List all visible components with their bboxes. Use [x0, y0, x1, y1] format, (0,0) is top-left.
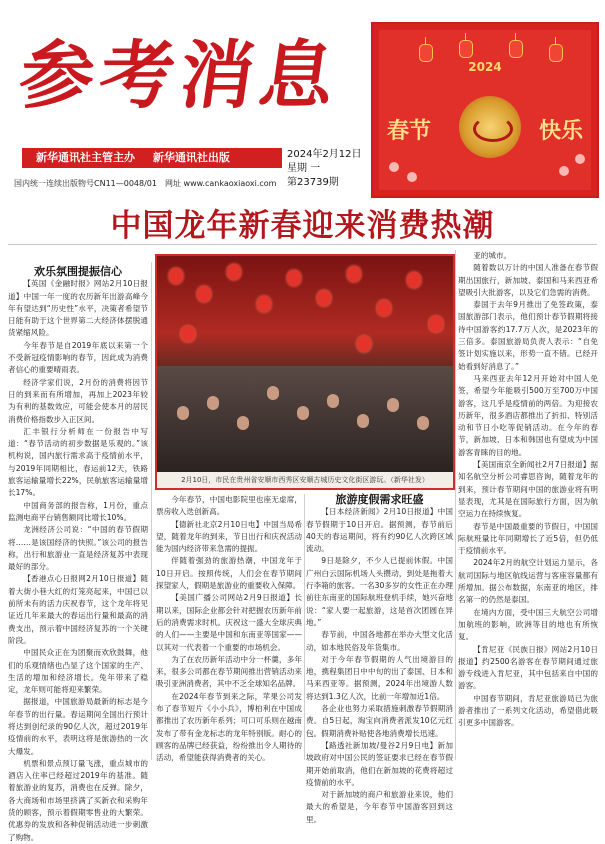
- article-paragraph: 春节前，中国各地都在举办大型文化活动，如本地民俗及年货集市。: [306, 630, 453, 652]
- lantern-icon: [169, 268, 183, 284]
- issue-weekday: 星期 一: [287, 163, 321, 174]
- lantern-icon: [407, 272, 421, 288]
- article-paragraph: 【德新社北京2月10日电】中国当局希望，随着龙年的到来，节日出行和庆祝活动能为国内经济带来急需的提振。: [156, 519, 302, 554]
- article-paragraph: 经济学家们说，2月份的消费将因节日的到来而有所增加，再加上2023年较为有利的基数效应，可能会使本月的居民消费价格指数步入正区间。: [8, 377, 148, 424]
- article-paragraph: 今年春节是自2019年底以来第一个不受新冠疫情影响的春节，因此成为消费者信心的重要晴雨表。: [8, 340, 148, 375]
- publisher-line-2: 新华通讯社出版: [152, 151, 230, 164]
- article-paragraph: 随着数以万计的中国人准备在春节假期出国旅行，新加坡、泰国和马来西亚希望吸引大批游客，以及它们急需的消费。: [458, 263, 598, 297]
- article-paragraph: 机票和景点预订量飞涨，重点城市的酒店入住率已经超过2019年的基准。随着旅游业的复苏，消费也在反弹。除夕，各大商场和市场里挤满了买新衣和采购年货的顾客，预示着假期零售业的大繁荣。优惠券的发放和各种促销活动进一步刺激了购物。: [8, 758, 148, 842]
- photo-caption: 2月10日，市民在贵州省安顺市西秀区安顺古城历史文化街区游玩。（新华社发）: [157, 472, 453, 488]
- article-paragraph: 亚的城市。: [473, 251, 512, 260]
- news-photo: [155, 254, 455, 490]
- plum-blossom-icon: [407, 172, 417, 182]
- article-paragraph: 龙洲经济公司说：“中国的春节假期将……是该国经济的快照。”该公司的报告称，出行和旅游业一直是经济复苏中表现最好的部分。: [8, 525, 148, 572]
- lantern-icon: [257, 296, 271, 312]
- lantern-icon: [227, 264, 241, 280]
- article-paragraph: 9日是除夕，不少人已提前休假。中国广州白云国际机场人头攒动，到处是拖着大行李箱的旅客。一名30多岁的女性正在办理前往东南亚的国际航班登机手续，她兴奋地说：“家人要一起旅游，这是首次团圆在异地。”: [306, 556, 453, 627]
- person-figure: [267, 386, 279, 400]
- lantern-icon: [357, 336, 371, 352]
- article-paragraph: 泰国于去年9月推出了免签政策，泰国旅游部门表示，他们预计春节假期将接待中国游客约17.7万人次，是2023年的三倍多。泰国旅游局负责人表示：“自免签计划实施以来，形势一直不错。已经开始看到好消息了。”: [458, 300, 598, 371]
- article-paragraph: 【美国广播公司网站2月9日报道】长期以来，国际企业都会针对把握农历新年前后的消费需求时机。庆祝这一盛大全球庆典的人们——主要是中国和东南亚等国家——以其对一代表着一个重要的市场机会。: [156, 593, 302, 652]
- lantern-icon: [459, 40, 473, 58]
- article-column-1: [8, 265, 148, 842]
- main-headline: 中国龙年新春迎来消费热潮: [110, 208, 495, 244]
- publisher-line-1: 新华通讯社主管主办: [36, 151, 135, 164]
- banner-background: [379, 30, 591, 190]
- lantern-icon: [197, 286, 211, 302]
- spring-festival-banner: [371, 22, 599, 198]
- article-paragraph: 对于今年春节假期的人气出境游目的地，携程集团日中中旬的出了泰国、日本和马来西亚等。据预测，2024年出境游人数将达到1.3亿人次，比前一年增加近1倍。: [306, 654, 453, 701]
- article-paragraph: 中国民众正在为团聚而欢欣鼓舞，他们的乐观情绪也凸显了这个国家的生产、生活的增加和经济增长。兔年带来了稳定，龙年则可能将迎来繁荣。: [8, 648, 148, 695]
- article-paragraph: 【肯尼亚《民族日报》网站2月10日报道】约2500名游客在春节期间通过旅游专线进入肯尼亚，其中包括来自中国的游客。: [458, 644, 598, 691]
- section-subhead: 旅游度假需求旺盛: [335, 493, 424, 506]
- article-paragraph: 春节是中国最重要的节假日，中国国际航班量比年同期增长了近5倍，但仍低于疫情前水平。: [458, 521, 598, 556]
- article-paragraph: 中国商务部的报告称，1月份，重点监测电商平台销售额同比增长10%。: [8, 500, 148, 522]
- article-paragraph: 为了在农历新年活动中分一杯羹，多年来，很多公司都在春节期间推出营销活动来吸引亚洲消费者，其中不乏全球知名品牌。: [156, 654, 302, 689]
- column-divider: [455, 250, 456, 760]
- photo-lantern-canopy: [157, 256, 453, 366]
- lantern-icon: [317, 290, 331, 306]
- lantern-icon: [377, 300, 391, 316]
- article-paragraph: 汇丰银行分析师在一份报告中写道：“春节活动的初步数据是乐观的。”该机构说，国内旅行需求高于疫情前水平，与2019年同期相比，春运前12天，铁路旅客运输量增长22%，民航旅客运输量增长17%。: [8, 426, 148, 498]
- publisher-bar: [22, 148, 282, 168]
- lantern-icon: [287, 270, 301, 286]
- dragon-emblem-icon: [459, 96, 521, 158]
- article-paragraph: 2024年2月的航空计划运力显示，各航司国际与地区航线运营与客座容量都有所增加。据公布数据，东南亚的地区，排名第一的仍然是泰国。: [458, 558, 598, 605]
- person-figure: [297, 406, 309, 420]
- person-figure: [237, 416, 249, 430]
- lantern-icon: [181, 326, 195, 342]
- person-figure: [207, 396, 219, 410]
- plum-blossom-icon: [559, 166, 569, 176]
- plum-blossom-icon: [575, 154, 585, 164]
- person-figure: [387, 398, 399, 412]
- article-paragraph: 在2024年春节到来之际，苹果公司发布了春节短片《小小兵》，博柏利在中国成都推出了农历新年系列；可口可乐则在越南发布了带有金龙标志的龙年特别版。耐心的顾客的品牌已经获益，纷纷推出令人期待的活动，希望能获得消费者的关心。: [156, 691, 302, 763]
- lantern-icon: [347, 266, 361, 282]
- photo-crowd: [157, 366, 453, 476]
- article-paragraph: 今年春节，中国电影院里也座无虚席，票房收入迭创新高。: [156, 495, 302, 517]
- article-column-3: [306, 493, 453, 824]
- article-paragraph: 【路透社新加坡/曼谷2月9日电】新加坡政府对中国公民的签证要求已经在春节假期开始前取消，他们在新加坡的花费将超过疫情前的水平。: [306, 740, 453, 787]
- column-divider: [151, 262, 152, 760]
- article-column-2: [156, 494, 302, 763]
- banner-word-left: 春节: [387, 118, 432, 144]
- banner-word-right: 快乐: [538, 118, 583, 144]
- article-paragraph: 【香港点心日报网2月10日报道】随着大街小巷大红的灯笼亮起来，中国已以前所未有的活力庆祝春节，这个龙年将见证近几年来最大的春运出行量和最高的消费支出，预示着中国经济复苏的一个关键阶段。: [8, 574, 148, 645]
- masthead: [13, 22, 347, 132]
- article-paragraph: 伴随着强劲的旅游热潮，中国龙年于10日开启。按照传统，人们会在春节期间探望家人，假期是旅游业的重要收入保障。: [156, 556, 302, 591]
- lantern-icon: [509, 40, 523, 58]
- masthead-title: 参考消息: [13, 33, 347, 119]
- section-subhead: 欢乐氛围提振信心: [34, 265, 122, 278]
- article-paragraph: 对于新加坡的商户和旅游业来说，他们最大的希望是，今年春节中国游客回到这里。: [306, 790, 453, 824]
- person-figure: [327, 394, 339, 408]
- article-paragraph: 各企业也努力采取措施刺激春节假期消费。自5日起，淘宝向消费者派发10亿元红包。假期消费补贴使各地消费增长迅速。: [306, 704, 453, 738]
- article-paragraph: 中国春节期间，肯尼亚旅游局已为旅游者推出了一系列文化活动，希望借此吸引更多中国游客。: [458, 693, 598, 728]
- article-paragraph: 马来西亚去年12月开始对中国人免签，希望今年能吸引500万至700万中国游客，这几乎是疫情前的两倍。为迎接农历新年，很多酒店都推出了折扣、特别活动和节日小吃等促销活动。在今年的春节，新加坡、日本和韩国也有望成为中国游客青睐的目的地。: [458, 373, 598, 457]
- article-paragraph: 在境内方面，受中国三大航空公司增加航班的影响，欧洲等目的地也有所恢复。: [458, 607, 598, 642]
- banner-year: 2024: [468, 60, 502, 74]
- issue-date: 2024年2月12日: [287, 149, 362, 160]
- article-column-4: [458, 250, 598, 760]
- person-figure: [177, 406, 189, 420]
- issue-number: 第23739期: [287, 177, 339, 188]
- person-figure: [417, 416, 429, 430]
- article-paragraph: 据报道，中国旅游局最新的标志是今年春节的出行量。春运期间全国出行预计将达到创纪录的90亿人次，超过2019年疫情前的水平，表明这将是旅游热的一次大爆发。: [8, 697, 148, 756]
- publication-number-line: 国内统一连续出版物号CN11—0048/01 网址 www.cankaoxiaoxi.com: [14, 179, 277, 188]
- article-paragraph: 【英国《金融时报》网站2月10日报道】中国一年一度的农历新年出游高峰今年有望达到“历史性”水平，决策者希望节日能有助于这个世界第二大经济体摆脱通货紧缩风险。: [8, 279, 148, 338]
- column-divider: [304, 494, 305, 760]
- person-figure: [357, 414, 369, 428]
- lantern-icon: [429, 316, 443, 332]
- headline-divider: [8, 244, 597, 245]
- article-paragraph: 【日本经济新闻》2月10日报道】中国春节假期于10日开启。据预测，春节前后40天的春运期间，将有约90亿人次跨区域流动。: [306, 507, 453, 554]
- article-paragraph: 【美国南京全新闻社2月7日报道】据知名航空分析公司睿思咨询，随着龙年的到来，预计春节期间中国的旅游业将有明显表现，尤其是在国际旅行方面，因为航空运力在持续恢复。: [458, 460, 598, 519]
- plum-blossom-icon: [389, 162, 399, 172]
